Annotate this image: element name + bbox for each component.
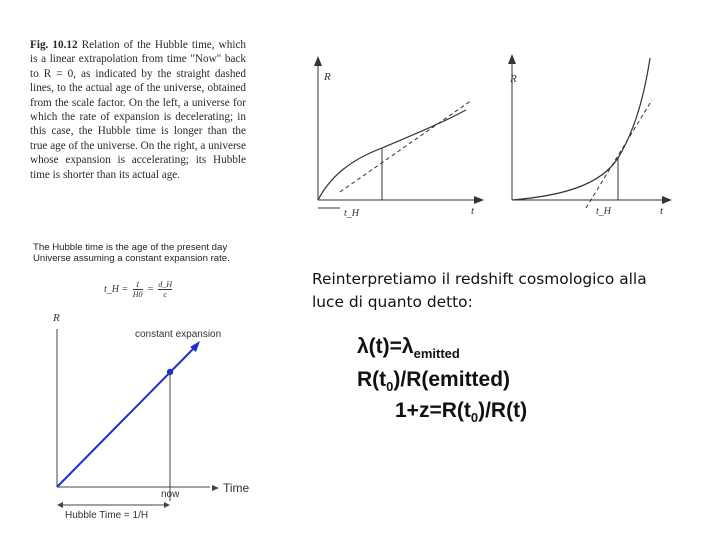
bar-arrow-right (164, 502, 170, 508)
y-axis-label: R (53, 312, 60, 324)
y-axis-label: R (324, 71, 331, 83)
constant-expansion-label: constant expansion (135, 329, 222, 340)
scale-factor-curve (512, 58, 650, 200)
hubble-time-definition: The Hubble time is the age of the present day Universe assuming a constant expansion rate. (33, 242, 230, 264)
accelerating-plot (500, 48, 680, 218)
frac2-den: c (163, 290, 167, 299)
reinterpret-text: Reinterpretiamo il redshift cosmologico alla luce di quanto detto: (312, 270, 647, 311)
eq3-subscript: 0 (470, 410, 479, 425)
formula-lhs: t_H = (104, 283, 129, 295)
tick-label: t_H (596, 206, 611, 217)
now-label: now (161, 489, 180, 500)
decelerating-plot (310, 52, 490, 222)
scale-ratio-equation (357, 368, 510, 394)
hubble-dashed-line (340, 100, 472, 192)
hubble-time-bar-label: Hubble Time = 1/H (65, 510, 149, 521)
hubble-dashed-line (586, 100, 652, 208)
eq2-subscript: 0 (386, 379, 394, 394)
time-arrow-icon (212, 485, 219, 491)
figure-label: Fig. 10.12 (30, 39, 78, 51)
formula-fraction-1 (133, 280, 143, 299)
figure-caption (30, 38, 246, 182)
bar-arrow-left (57, 502, 63, 508)
frac2-num: d_H (158, 280, 173, 289)
eq2-part-b: )/R(emitted) (393, 368, 511, 391)
time-label: Time (223, 481, 250, 495)
y-axis-arrow (508, 54, 516, 64)
hubble-time-formula (104, 280, 174, 299)
y-axis-arrow (314, 56, 322, 66)
formula-equals: = (147, 283, 154, 295)
constant-expansion-plot (45, 305, 275, 525)
formula-fraction-2 (158, 280, 172, 299)
eq1-main: λ(t)=λ (357, 335, 414, 358)
x-axis-label: t (471, 205, 475, 217)
scale-factor-curve (318, 110, 466, 200)
x-axis-arrow (474, 196, 484, 204)
wavelength-equation (357, 335, 460, 361)
eq3-part-b: )/R(t) (478, 399, 528, 422)
eq3-part-a: 1+z=R(t (395, 399, 471, 422)
expansion-line (57, 345, 197, 487)
caption-text: Relation of the Hubble time, which is a linear extrapolation from time "Now" back to R = 0, as indicated by the straight dashed lines, to the actual age of the universe, obtained from the scale factor. On the left, a universe for which the rate of expansion is decelerating; in this case, the Hubble time is longer than the true age of the universe. On the right, a universe whose expansion is accelerating; its Hubble time is shorter than its actual age. (30, 39, 246, 181)
x-axis-label: t (660, 205, 664, 217)
tick-label: t_H (344, 208, 359, 219)
y-axis-label: R (510, 73, 517, 85)
frac1-den: H0 (132, 290, 143, 299)
x-axis-arrow (662, 196, 672, 204)
eq1-subscript: emitted (413, 346, 460, 361)
frac1-num: 1 (133, 280, 143, 290)
redshift-equation (395, 399, 527, 425)
eq2-part-a: R(t (357, 368, 387, 391)
